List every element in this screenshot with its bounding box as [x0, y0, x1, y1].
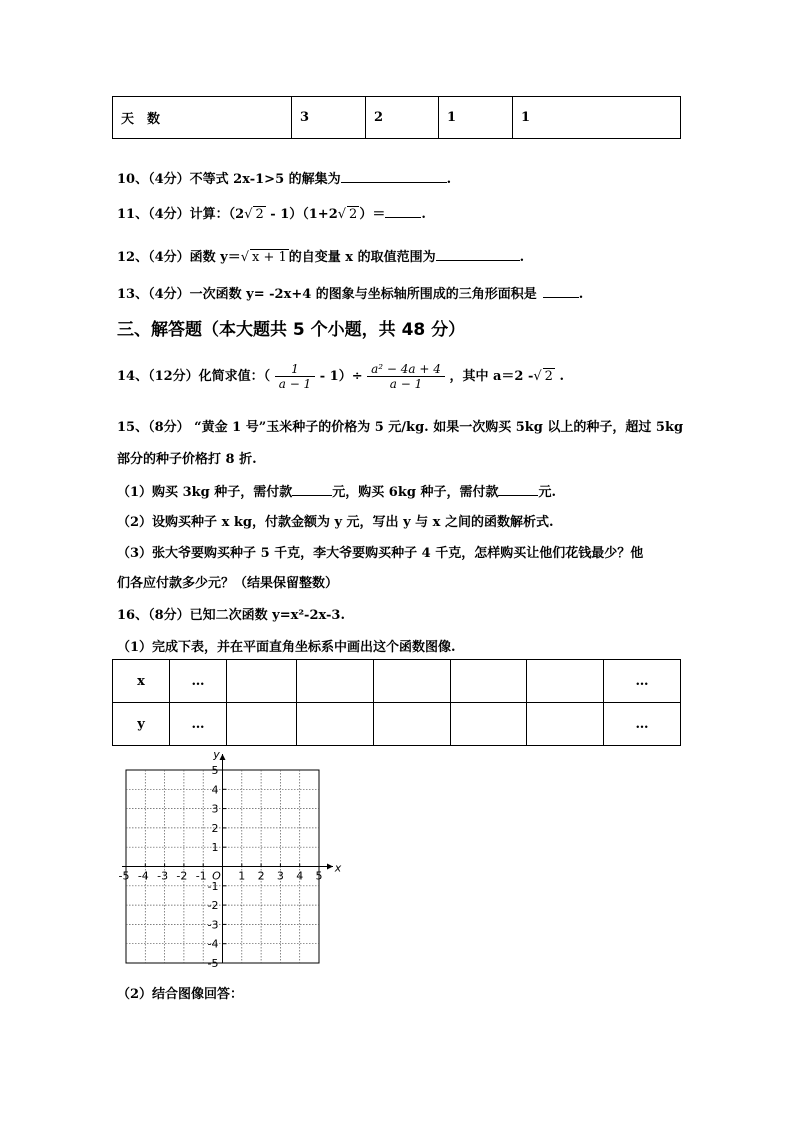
q14-suffix: ，其中 a＝2 - — [449, 369, 534, 384]
days-cell: 1 — [513, 97, 681, 139]
q10-text: 10、（4分）不等式 2x-1>5 的解集为 — [117, 172, 341, 187]
table-cell[interactable] — [527, 660, 604, 703]
question-10 — [117, 168, 451, 187]
table-cell[interactable] — [227, 703, 297, 746]
days-table — [112, 96, 681, 139]
q11-end: . — [421, 207, 426, 222]
y-axis-label: y — [213, 748, 220, 761]
question-16-part2: （2）结合图像回答： — [117, 987, 244, 1002]
question-11: 11、（4分）计算：（2√ 2 - 1）（1+2√ 2 ）＝ . — [117, 203, 426, 222]
table-cell[interactable] — [297, 660, 374, 703]
days-cell: 3 — [292, 97, 366, 139]
table-cell[interactable] — [451, 660, 527, 703]
q14-text: 14、（12分）化简求值：（ — [117, 369, 271, 384]
x-tick-label: 3 — [276, 869, 284, 883]
table-header-y: y — [113, 703, 170, 746]
coordinate-grid — [112, 748, 342, 973]
q15-p1-text: 元. — [538, 485, 556, 500]
table-cell: … — [170, 703, 227, 746]
q11-text: 11、（4分）计算：（2 — [117, 207, 245, 222]
y-tick-label: -1 — [207, 879, 219, 893]
question-15-line2: 部分的种子价格打 8 折. — [117, 452, 257, 467]
table-cell[interactable] — [374, 703, 451, 746]
y-tick-label: -4 — [207, 937, 219, 951]
answer-blank — [385, 204, 421, 218]
table-cell: … — [604, 703, 681, 746]
question-13 — [117, 283, 583, 302]
q12-text: 12、（4分）函数 y＝ — [117, 250, 241, 265]
y-tick-label: 3 — [211, 802, 219, 816]
q15-p1-text: 元，购买 6kg 种子，需付款 — [332, 485, 499, 500]
answer-blank — [292, 482, 332, 496]
y-tick-label: 1 — [211, 841, 219, 855]
value-table — [112, 659, 681, 746]
y-axis-arrow — [220, 754, 226, 760]
sqrt-2: 2 — [255, 207, 264, 222]
x-tick-label: -2 — [176, 869, 188, 883]
days-cell: 2 — [366, 97, 439, 139]
y-tick-label: -2 — [207, 899, 219, 913]
sqrt-x-plus-1: x + 1 — [252, 250, 287, 265]
question-14: 14、（12分）化简求值：（ $\frac{1}{a - 1}$ - 1）÷ $\frac{\text{a² − 4a + 4}}{a - 1}$ ，其中 a＝2 -√ 2 . — [117, 362, 564, 391]
question-15-part1 — [117, 481, 556, 500]
x-axis-label: x — [334, 861, 342, 875]
q14-mid: - 1）÷ — [319, 369, 363, 384]
fraction-1: $\frac{1}{a - 1}$ — [275, 362, 315, 391]
x-tick-label: -3 — [157, 869, 169, 883]
y-tick-label: 5 — [211, 764, 219, 777]
x-tick-label: 5 — [315, 869, 323, 883]
q12-end: . — [519, 250, 525, 265]
q12-suffix: 的自变量 x 的取值范围为 — [288, 250, 436, 265]
sqrt-2: 2 — [349, 207, 358, 222]
table-cell[interactable] — [527, 703, 604, 746]
days-cell: 1 — [439, 97, 513, 139]
q15-p1-text: （1）购买 3kg 种子，需付款 — [117, 485, 293, 500]
days-label-cell: 天 数 — [113, 97, 292, 139]
q11-mid: - 1）（1+2 — [265, 207, 338, 222]
x-tick-label: 1 — [238, 869, 246, 883]
answer-blank — [341, 169, 447, 183]
x-tick-label: -4 — [137, 869, 149, 883]
question-15-part2: （2）设购买种子 x kg，付款金额为 y 元，写出 y 与 x 之间的函数解析式. — [117, 515, 554, 530]
y-tick-label: 4 — [211, 783, 219, 797]
question-15-line1: 15、（8分） “黄金 1 号”玉米种子的价格为 5 元/kg. 如果一次购买 5kg 以上的种子，超过 5kg — [117, 420, 684, 435]
table-cell: … — [604, 660, 681, 703]
x-tick-label: -5 — [118, 869, 130, 883]
x-tick-label: 4 — [296, 869, 304, 883]
table-cell[interactable] — [297, 703, 374, 746]
x-axis-arrow — [327, 864, 333, 870]
fraction-2: $\frac{\text{a² − 4a + 4}}{a - 1}$ — [367, 362, 445, 391]
answer-blank — [436, 247, 520, 261]
y-tick-label: -5 — [207, 957, 219, 970]
q13-text: 13、（4分）一次函数 y= -2x+4 的图象与坐标轴所围成的三角形面积是 — [117, 287, 537, 302]
y-tick-label: 2 — [211, 821, 219, 835]
x-tick-label: 2 — [257, 869, 265, 883]
question-12: 12、（4分）函数 y＝√ x + 1 的自变量 x 的取值范围为 . — [117, 246, 524, 265]
table-cell[interactable] — [374, 660, 451, 703]
q13-end: . — [578, 287, 584, 302]
question-15-part3-b: 们各应付款多少元？（结果保留整数） — [117, 576, 339, 591]
section-3-heading: 三、解答题（本大题共 5 个小题，共 48 分） — [117, 320, 466, 340]
answer-blank — [543, 284, 579, 298]
question-15-part3-a: （3）张大爷要购买种子 5 千克，李大爷要购买种子 4 千克，怎样购买让他们花钱最少？他 — [117, 546, 644, 561]
q10-end: . — [446, 172, 452, 187]
table-cell: … — [170, 660, 227, 703]
answer-blank — [498, 482, 538, 496]
table-header-x: x — [113, 660, 170, 703]
x-tick-label: -1 — [195, 869, 207, 883]
question-16-part1: （1）完成下表，并在平面直角坐标系中画出这个函数图像. — [117, 640, 456, 655]
table-cell[interactable] — [451, 703, 527, 746]
q11-suffix: ）＝ — [359, 207, 386, 222]
table-cell[interactable] — [227, 660, 297, 703]
sqrt-2: 2 — [544, 369, 553, 384]
origin-label: O — [212, 869, 221, 883]
y-tick-label: -3 — [207, 918, 219, 932]
q14-end: . — [559, 369, 564, 384]
question-16-title: 16、（8分）已知二次函数 y=x²-2x-3. — [117, 608, 345, 623]
